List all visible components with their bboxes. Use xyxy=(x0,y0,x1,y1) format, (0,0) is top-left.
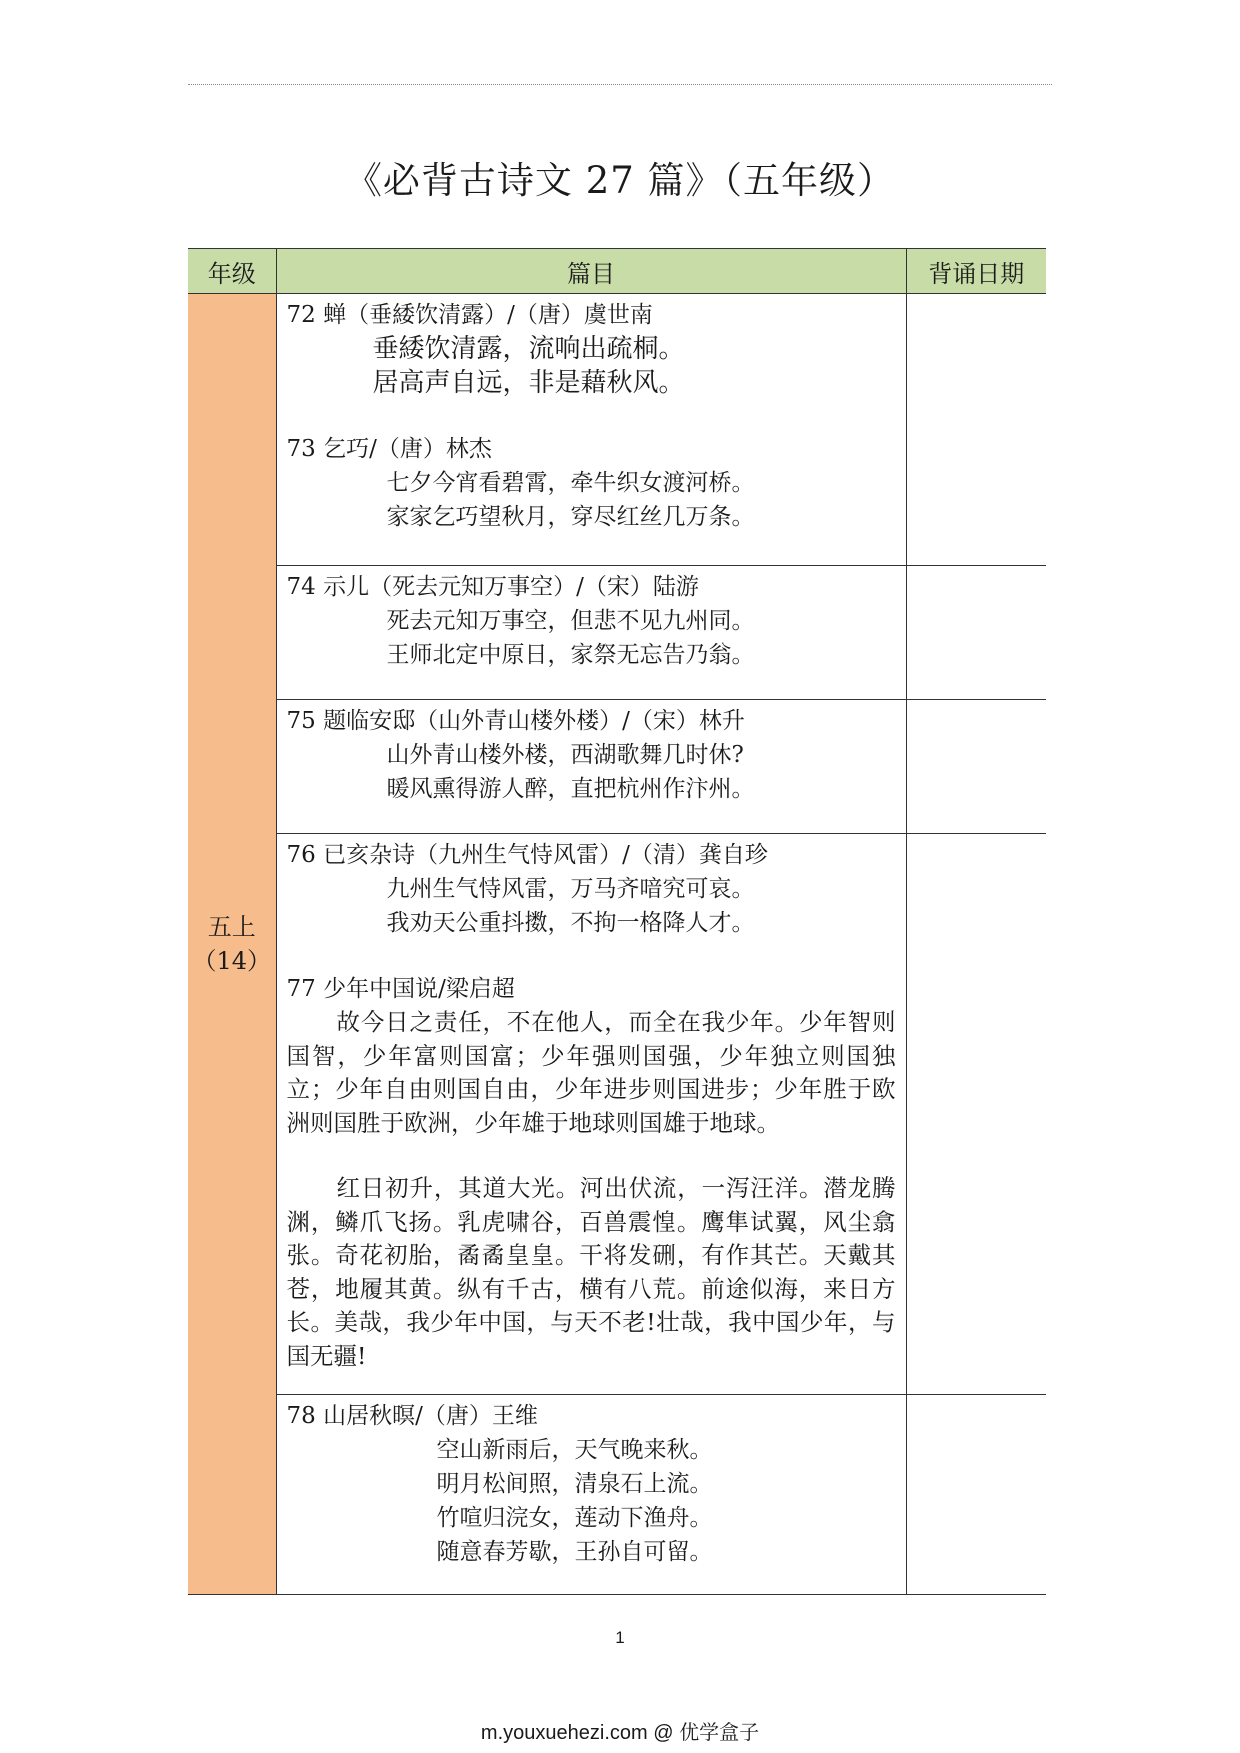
poem-cell xyxy=(276,294,906,566)
poem-line: 暖风熏得游人醉，直把杭州作汴州。 xyxy=(386,776,755,802)
poem-heading: 72 蝉（垂緌饮清露）/（唐）虞世南 xyxy=(286,302,653,328)
poem-line: 王师北定中原日，家祭无忘告乃翁。 xyxy=(386,642,755,668)
header-grade: 年级 xyxy=(188,249,276,294)
poem-cell xyxy=(276,700,906,834)
poem-line: 空山新雨后，天气晚来秋。 xyxy=(436,1437,713,1463)
poem-heading: 74 示儿（死去元知万事空）/（宋）陆游 xyxy=(286,574,699,600)
poem-cell xyxy=(276,566,906,700)
poem-line: 我劝天公重抖擞，不拘一格降人才。 xyxy=(386,910,755,936)
poem-line: 垂緌饮清露，流响出疏桐。 xyxy=(372,334,685,364)
prose-paragraph: 红日初升，其道大光。河出伏流，一泻汪洋。潜龙腾渊，鳞爪飞扬。乳虎啸谷，百兽震惶。鹰隼试翼，风尘翕张。奇花初胎，矞矞皇皇。干将发硎，有作其芒。天戴其苍，地履其黄。纵有千古，横有八荒。前途似海，来日方长。美哉，我少年中国，与天不老!壮哉，我中国少年，与国无疆! xyxy=(286,1174,896,1370)
poem-heading: 76 已亥杂诗（九州生气恃风雷）/（清）龚自珍 xyxy=(286,842,768,868)
header-date: 背诵日期 xyxy=(906,249,1046,294)
table-row xyxy=(188,700,1046,834)
poem-line: 家家乞巧望秋月，穿尽红丝几万条。 xyxy=(386,504,755,530)
grade-cell xyxy=(188,294,276,1595)
page-title: 《必背古诗文 27 篇》（五年级） xyxy=(344,159,896,202)
poem-cell xyxy=(276,834,906,1395)
prose-heading: 77 少年中国说/梁启超 xyxy=(286,976,515,1002)
poem-line: 随意春芳歇，王孙自可留。 xyxy=(436,1539,713,1565)
table-row xyxy=(188,566,1046,700)
grade-label: 五上 xyxy=(207,913,256,941)
poem-table xyxy=(188,248,1046,1595)
recite-date-cell[interactable] xyxy=(906,1395,1046,1595)
prose-paragraph: 故今日之责任，不在他人，而全在我少年。少年智则国智，少年富则国富；少年强则国强，少年独立则国独立；少年自由则国自由，少年进步则国进步；少年胜于欧洲则国胜于欧洲，少年雄于地球则国雄于地球。 xyxy=(286,1008,896,1137)
top-divider xyxy=(188,84,1052,85)
recite-date-cell[interactable] xyxy=(906,566,1046,700)
table-row xyxy=(188,1395,1046,1595)
poem-line: 九州生气恃风雷，万马齐喑究可哀。 xyxy=(386,876,755,902)
poem-cell xyxy=(276,1395,906,1595)
footer-watermark: m.youxuehezi.com @ 优学盒子 xyxy=(480,1722,760,1744)
poem-line: 居高声自远，非是藉秋风。 xyxy=(372,368,685,398)
poem-line: 明月松间照，清泉石上流。 xyxy=(436,1471,713,1497)
grade-count: （14） xyxy=(192,947,272,975)
recite-date-cell[interactable] xyxy=(906,294,1046,566)
poem-heading: 75 题临安邸（山外青山楼外楼）/（宋）林升 xyxy=(286,708,745,734)
poem-line: 死去元知万事空，但悲不见九州同。 xyxy=(386,608,755,634)
poem-line: 山外青山楼外楼，西湖歌舞几时休? xyxy=(386,742,744,768)
table-row xyxy=(188,294,1046,566)
poem-heading: 73 乞巧/（唐）林杰 xyxy=(286,436,492,462)
page-number: 1 xyxy=(615,1628,625,1647)
poem-line: 七夕今宵看碧霄，牵牛织女渡河桥。 xyxy=(386,470,755,496)
poem-heading: 78 山居秋暝/（唐）王维 xyxy=(286,1403,538,1429)
recite-date-cell[interactable] xyxy=(906,700,1046,834)
table-row xyxy=(188,834,1046,1395)
header-row xyxy=(188,249,1046,294)
header-title: 篇目 xyxy=(276,249,906,294)
recite-date-cell[interactable] xyxy=(906,834,1046,1395)
poem-line: 竹喧归浣女，莲动下渔舟。 xyxy=(436,1505,713,1531)
